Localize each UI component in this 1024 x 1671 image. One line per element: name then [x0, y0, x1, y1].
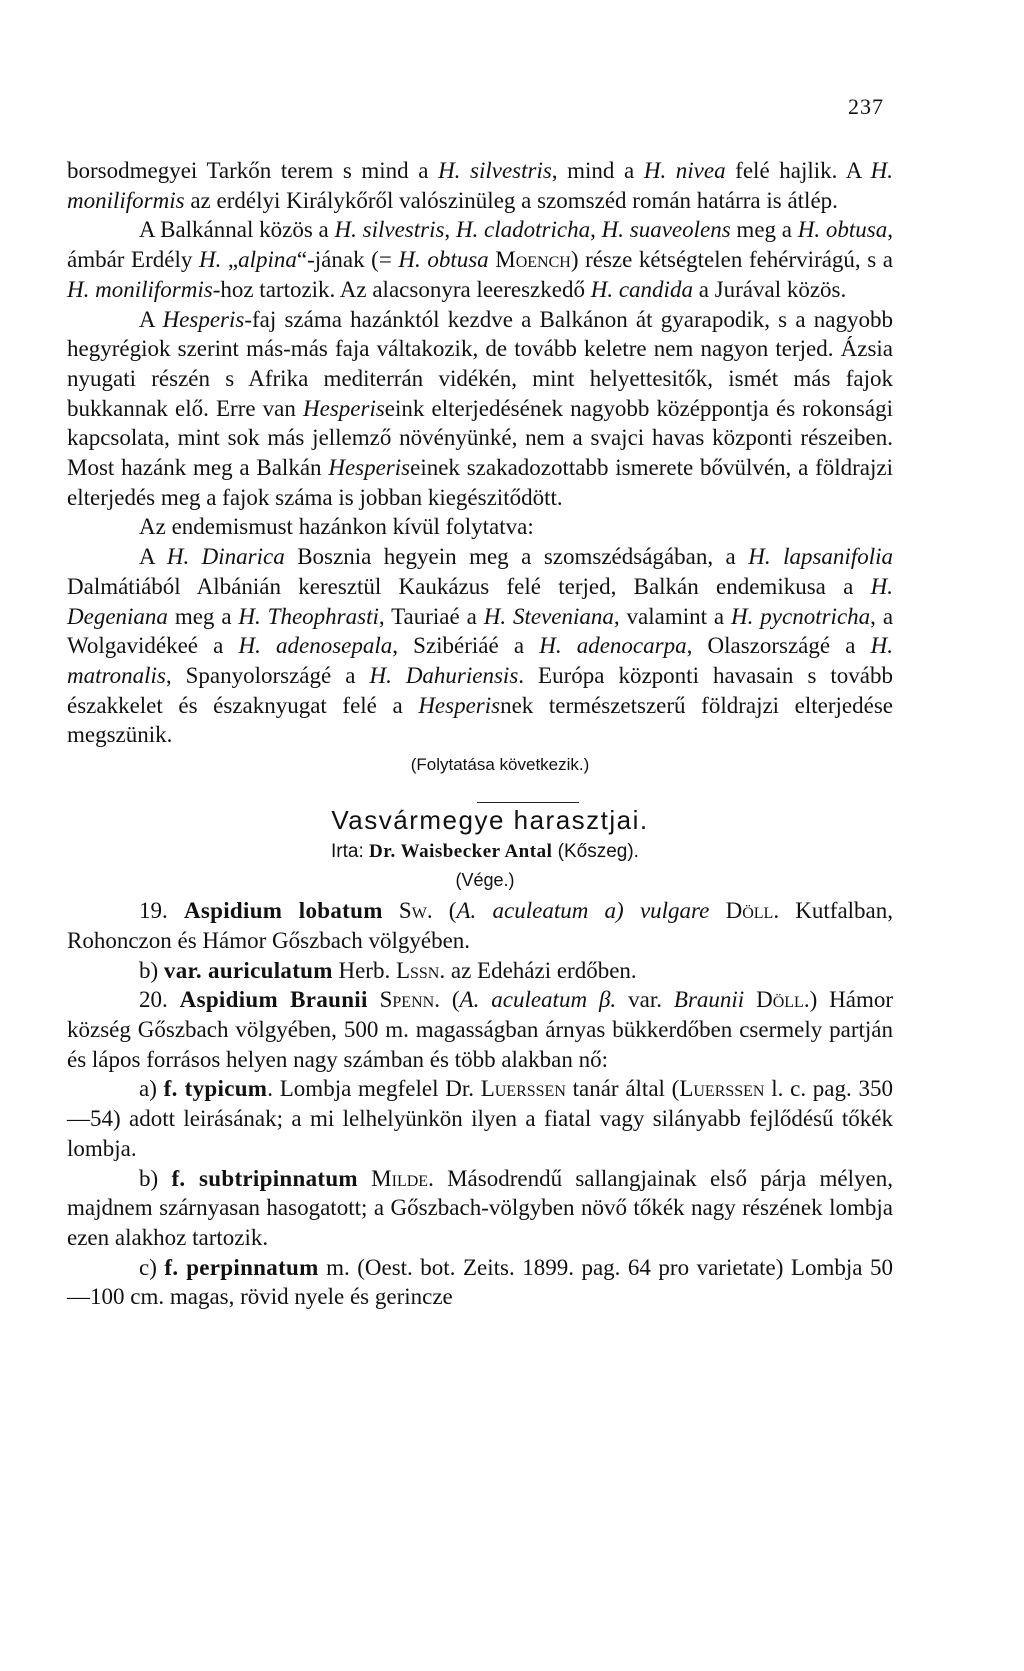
italic-name: H. moniliformis	[67, 276, 213, 302]
text-run: var.	[616, 987, 674, 1013]
text-run: nek természetszerű földrajzi elterjedése megszünik.	[67, 692, 893, 748]
italic-name: H.	[198, 247, 222, 273]
author-citation: Luerssen	[679, 1076, 765, 1102]
species-entry	[67, 1074, 893, 1163]
text-run: . Másodrendű sallangjainak első párja mélyen, majdnem szárnyasan hasogatott; a Gőszbach-völgyben növő tőkék nagy részének lombja ezen alakhoz tartozik.	[67, 1165, 893, 1250]
text-run: . Európa központi havasain s tovább északkelet és északnyugat felé a	[67, 662, 894, 718]
italic-name: H. obtusa	[398, 247, 489, 273]
italic-name: H. matronalis	[67, 633, 893, 688]
italic-name: H. lapsanifolia	[748, 544, 893, 570]
species-entries	[67, 896, 893, 1312]
text-run: Herb.	[332, 957, 396, 983]
text-run: -faj száma hazánktól kezdve a Balkánon át gyarapodik, s a nagyobb hegyrégiok szerint más-más faja váltakozik, de tovább keletre nem nagyon terjed. Ázsia nyugati részén s Afrika mediterrán vidékén, mint helyettesitők, ismét más fajok bukkannak elő. Erre van	[67, 306, 893, 421]
italic-name: Hesperis	[328, 455, 411, 481]
taxon-name: Aspidium lobatum	[183, 898, 383, 924]
italic-name: A. aculeatum β.	[459, 987, 617, 1013]
text-run: ) része kétségtelen fehérvirágú, s a	[570, 247, 894, 273]
continued-note: (Folytatása következik.)	[410, 755, 590, 775]
italic-name: H. adenosepala	[238, 633, 393, 659]
end-note: (Vége.)	[455, 870, 515, 891]
text-run: einek szakadozottabb ismerete bővülvén, a földrajzi elterjedés meg a fajok száma is jobban kiegészitődött.	[67, 455, 894, 510]
author-name: Dr. Waisbecker Antal	[369, 840, 553, 862]
text-run: b)	[139, 1165, 172, 1191]
text-run: eink elterjedésének nagyobb középpontja és rokonsági kapcsolata, mint sok más jellemző növényünké, nem a svajci havas központi részeiben. Most hazánk meg a Balkán	[67, 395, 893, 481]
text-run: , Tauriaé a	[378, 603, 484, 629]
italic-name: H. cladotricha	[455, 217, 591, 243]
italic-name: H. Dinarica	[166, 544, 285, 570]
text-run: ,	[444, 217, 456, 243]
author-citation: Luerssen	[480, 1076, 566, 1102]
paragraph	[67, 156, 893, 215]
text-run: Az endemismust hazánkon kívül folytatva:	[139, 514, 534, 540]
italic-name: Hesperis	[418, 692, 501, 718]
text-run: c)	[139, 1254, 165, 1280]
italic-name: H. candida	[590, 276, 693, 302]
text-run: , a Wolgavidékeé a	[67, 603, 894, 659]
text-run: , Olaszországé a	[686, 633, 871, 659]
text-run: A	[139, 544, 167, 570]
text-run	[358, 1166, 371, 1191]
text-run: felé hajlik. A	[725, 158, 871, 183]
text-run: a)	[139, 1076, 164, 1102]
text-run: , Spanyolországé a	[165, 662, 370, 688]
author-line	[67, 837, 893, 867]
author-citation: Milde	[371, 1165, 429, 1191]
text-run: . Lombja megfelel Dr.	[267, 1076, 481, 1102]
italic-name: A. aculeatum a) vulgare	[456, 898, 710, 924]
text-run: . az Edeházi erdőben.	[439, 957, 637, 983]
text-run: a Jurával közös.	[692, 276, 847, 302]
italic-name: H. moniliformis	[67, 158, 894, 213]
author-citation: Lssn	[395, 957, 440, 983]
text-run: Dalmátiából Albánián keresztül Kaukázus felé terjed, Balkán endemikusa a	[67, 573, 871, 599]
text-run: meg a	[730, 217, 798, 243]
taxon-name: f. subtripinnatum	[171, 1165, 358, 1191]
text-run: , ámbár Erdély	[67, 217, 893, 273]
upper-paragraphs	[67, 156, 893, 750]
italic-name: Braunii	[673, 987, 745, 1013]
text-run: (	[432, 898, 457, 924]
italic-name: H. silvestris	[334, 217, 445, 243]
author-citation: Döll	[725, 898, 774, 924]
author-citation: Döll	[756, 987, 804, 1013]
species-entry	[67, 1164, 893, 1253]
author-prefix: Irta:	[331, 840, 364, 862]
text-run: l. c. pag. 350—54) adott leirásának; a mi lelhelyünkön ilyen a fiatal vagy silányabb fejlődésű tőkék lombja.	[67, 1076, 893, 1161]
italic-name: H. obtusa	[797, 217, 888, 243]
species-entry	[67, 1253, 893, 1312]
italic-name: Hesperis	[303, 395, 385, 421]
taxon-name: f. typicum	[163, 1076, 268, 1102]
italic-name: H. adenocarpa	[539, 633, 687, 659]
species-entry	[67, 985, 893, 1074]
italic-name: H. suaveolens	[601, 217, 731, 243]
text-run: -hoz tartozik. Az alacsonyra leereszkedő	[212, 276, 591, 302]
text-run	[744, 987, 756, 1012]
text-run	[383, 898, 399, 923]
italic-name: H. Theophrasti	[238, 603, 379, 629]
text-run: A Balkánnal közös a	[139, 217, 335, 243]
italic-name: H. Dahuriensis	[369, 662, 519, 688]
paragraph	[67, 512, 893, 542]
paragraph	[67, 305, 893, 513]
text-run: borsodmegyei Tarkőn terem s mind a	[67, 158, 439, 183]
text-run: A	[139, 306, 163, 332]
taxon-name: f. perpinnatum	[164, 1254, 319, 1280]
text-run: . Kutfalban, Rohonczon és Hámor Gőszbach völgyében.	[67, 898, 894, 953]
page-number: 237	[848, 94, 884, 119]
author-place: (Kőszeg).	[557, 840, 639, 862]
text-run: .) Hámor község Gőszbach völgyében, 500 m. magasságban árnyas bükkerdőben csermely partján és lápos forrásos helyen nagy számban és több alakban nő:	[67, 987, 894, 1072]
italic-name: H. silvestris	[438, 158, 552, 183]
text-run: “-jának (=	[296, 247, 399, 273]
text-run	[709, 898, 725, 923]
text-run: tanár által (	[565, 1076, 680, 1102]
taxon-name: var. auriculatum	[163, 957, 333, 983]
species-entry	[67, 956, 893, 986]
taxon-name: Aspidium Braunii	[179, 987, 368, 1013]
text-run: , valamint a	[613, 603, 732, 629]
text-run: meg a	[167, 603, 239, 629]
italic-name: H. nivea	[643, 158, 726, 183]
italic-name: H. Degeniana	[67, 573, 893, 629]
text-run: m. (Oest. bot. Zeits. 1899. pag. 64 pro varietate) Lombja 50—100 cm. magas, rövid nyele és gerincze	[67, 1254, 893, 1310]
text-run: , mind a	[551, 158, 644, 183]
italic-name: H. Steveniana	[483, 603, 614, 629]
species-entry	[67, 896, 893, 955]
paragraph	[67, 215, 893, 304]
text-run: „	[221, 247, 239, 273]
author-citation: Spenn	[379, 987, 435, 1013]
text-run: ,	[590, 217, 602, 243]
body-text	[67, 156, 893, 1312]
text-run	[368, 987, 380, 1012]
paragraph	[67, 542, 893, 750]
text-run: 20.	[139, 987, 180, 1013]
text-run: az erdélyi Királykőről valószinüleg a szomszéd román határra is átlép.	[184, 187, 838, 213]
text-run: Bosznia hegyein meg a szomszédságában, a	[284, 544, 749, 570]
italic-name: Hesperis	[162, 306, 245, 332]
italic-name: H. pycnotricha	[731, 603, 871, 629]
text-run: 19.	[139, 898, 184, 924]
author-citation: Moench	[495, 247, 571, 273]
author-citation: Sw.	[398, 898, 433, 924]
text-run: b)	[139, 957, 164, 983]
article-title: Vasvármegye harasztjai.	[331, 804, 649, 835]
text-run: , Szibériáé a	[392, 633, 540, 659]
text-run: . (	[434, 987, 460, 1013]
italic-name: alpina	[238, 247, 297, 273]
